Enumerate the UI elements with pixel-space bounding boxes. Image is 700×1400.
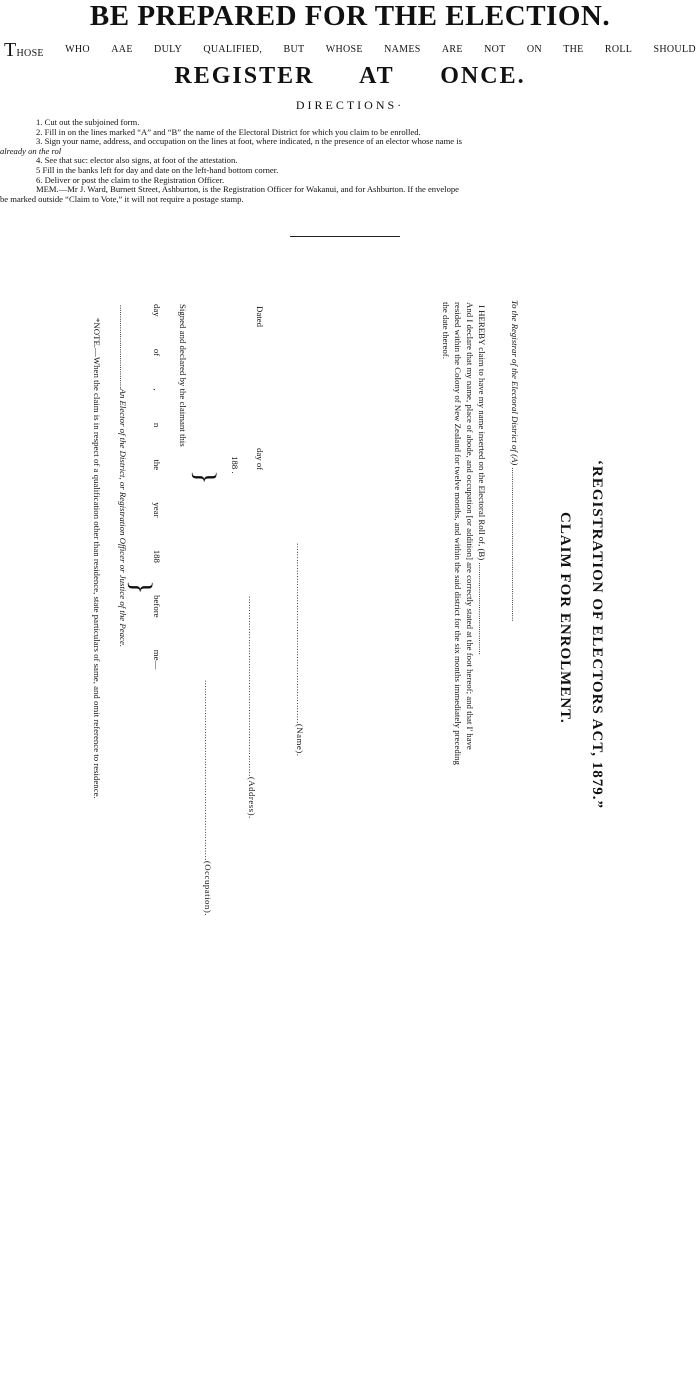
- note-text: *NOTE.—When the claim is in respect of a qualification other than residence, state particulars of same, and omit reference to residence.: [92, 318, 102, 799]
- name-line: ...................................................................(Name).: [295, 543, 305, 757]
- direction-item: already on the rol: [0, 145, 62, 156]
- occupation-line: ...................................................................(Occupation).: [203, 680, 213, 916]
- intro-word: QUALIFIED,: [203, 44, 263, 55]
- intro-word: WHOSE: [325, 44, 363, 55]
- direction-item: 4. See that suc: elector also signs, at foot of the attestation.: [36, 155, 238, 166]
- intro-word: THOSE: [4, 39, 44, 61]
- claim-title: CLAIM FOR ENROLMENT.: [557, 512, 573, 724]
- day-of-year-text: day of , n the year 188 before me—: [152, 304, 162, 670]
- intro-word: NAMES: [384, 44, 421, 55]
- elector-line: ......................................An Elector of the District, or Registration Officer or Justice of the Peace.: [118, 305, 128, 648]
- brace: }: [125, 580, 158, 595]
- direction-item: 2. Fill in on the lines marked “A” and “B” the name of the Electoral District for which you claim to be enrolled.: [36, 126, 421, 137]
- direction-item: 1. Cut out the subjoined form.: [36, 117, 140, 127]
- claim-line: the date thereof.: [441, 302, 451, 359]
- signed-declared-text: Signed and declared by the claimant this: [178, 304, 188, 447]
- dated-label: Dated: [255, 306, 265, 328]
- memo-line: be marked outside “Claim to Vote,” it will not require a postage stamp.: [0, 193, 244, 204]
- intro-line: [4, 39, 696, 61]
- intro-word: NOT: [484, 44, 506, 55]
- divider: [290, 236, 400, 237]
- act-title: ‘REGISTRATION OF ELECTORS ACT, 1879.”: [589, 460, 605, 810]
- memo-line: MEM.—Mr J. Ward, Burnett Street, Ashburton, is the Registration Officer for Wakanui, and for Ashburton. If the envelope: [36, 184, 459, 195]
- directions-heading: DIRECTIONS·: [295, 98, 405, 112]
- direction-item: 5 Fill in the banks left for day and date on the left-hand bottom corner.: [36, 164, 279, 175]
- brace: }: [189, 470, 222, 485]
- direction-item: 6. Deliver or post the claim to the Registration Officer.: [36, 174, 225, 185]
- intro-word: BUT: [283, 44, 305, 55]
- to-registrar-line: To the Registrar of the Electoral District of (A) ......................................................................: [510, 300, 520, 622]
- page-title: BE PREPARED FOR THE ELECTION.: [89, 0, 611, 32]
- register-heading: REGISTER AT ONCE.: [174, 63, 526, 89]
- intro-word: DULY: [154, 44, 183, 55]
- intro-word: ARE: [441, 44, 463, 55]
- intro-word: WHO: [65, 44, 90, 55]
- day-of-label: day of: [255, 448, 265, 471]
- address-line: ...................................................................(Address).: [247, 596, 257, 819]
- intro-word: SHOULD: [653, 44, 696, 55]
- intro-word: ROLL: [604, 44, 633, 55]
- intro-word: THE: [563, 44, 584, 55]
- claim-line: I HEREBY claim to have my name inserted on the Electoral Roll of, (B) ..........................................: [477, 305, 487, 655]
- intro-word: ON: [526, 44, 542, 55]
- year-label: 188 .: [230, 456, 240, 474]
- intro-word: AAE: [111, 44, 133, 55]
- direction-item: 3. Sign your name, address, and occupation on the lines at foot, where indicated, n the presence of an elector whose name is: [36, 136, 462, 147]
- directions-list: [0, 118, 700, 204]
- claim-line: And I declare that my name, place of abode, and occupation [or addition] are correctly stated at the foot hereof; and that I' have: [465, 302, 475, 750]
- intro-first-letter: T: [4, 39, 17, 61]
- claim-line: resided within the Colony of New Zealand for twelve months, and within the said district for the six months immediately preceding: [453, 302, 463, 765]
